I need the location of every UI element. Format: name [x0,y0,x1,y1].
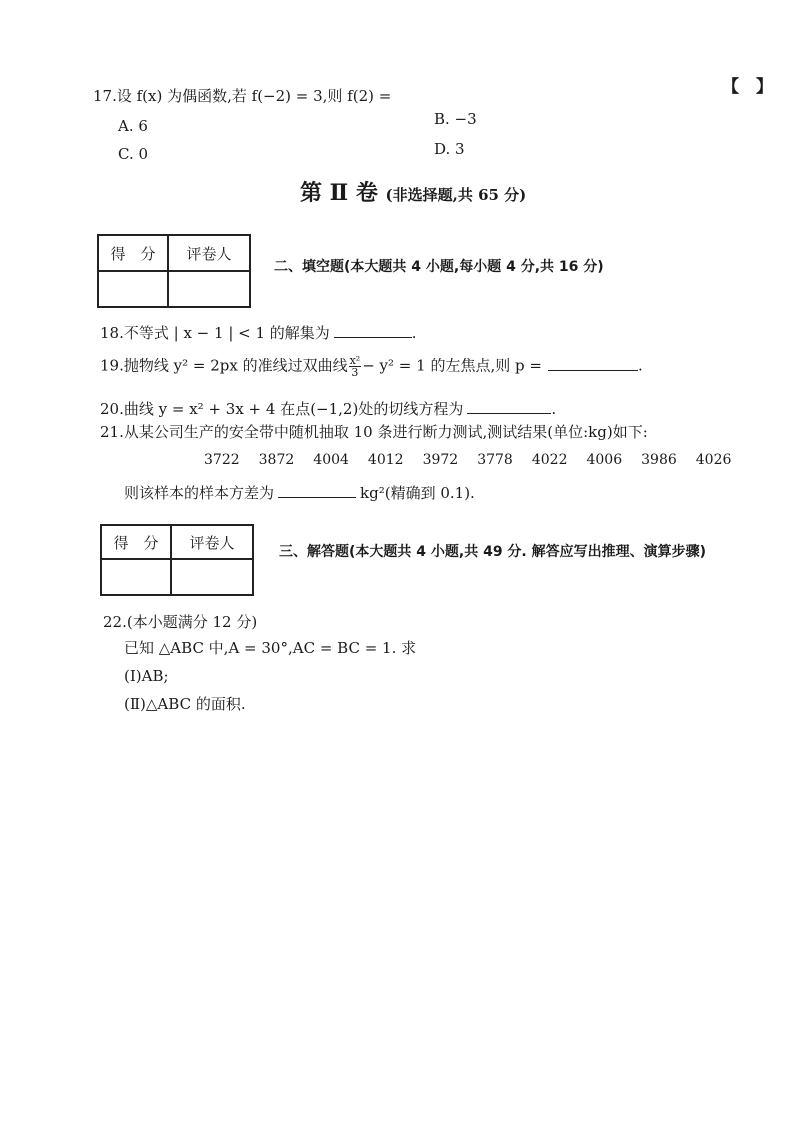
q21-value: 3722 [204,452,240,468]
section2-heading: 二、填空题(本大题共 4 小题,每小题 4 分,共 16 分) [274,259,604,275]
q21-number: 21. [100,423,124,441]
q21-value: 3872 [258,452,295,468]
q21-value: 3972 [422,452,459,468]
q21-data-row [204,452,731,469]
q22-note: (本小题满分 12 分) [126,613,258,631]
q17-option-d: D. 3 [434,140,465,158]
q22-number: 22. [103,613,127,631]
q21-tail-a: 则该样本的样本方差为 [124,484,275,502]
q18-answer-blank[interactable] [334,323,412,338]
score-label: 得 分 [98,235,168,271]
q21-value: 4022 [531,452,568,468]
part2-title-main: 第 Ⅱ 卷 [300,180,378,206]
score-box-section2 [97,234,251,308]
q20-number: 20. [100,400,124,418]
q21-value: 3986 [641,452,677,468]
section3-heading: 三、解答题(本大题共 4 小题,共 49 分. 解答应写出推理、演算步骤) [279,544,707,560]
grader-label: 评卷人 [168,235,250,271]
q21-value: 4026 [695,452,732,468]
q21-value: 4012 [367,452,404,468]
q19-frac-den: 3 [351,366,359,379]
q17-stem [93,87,391,105]
grader-cell[interactable] [168,271,250,307]
q19-fraction [349,355,362,378]
q17-option-a: A. 6 [118,117,148,135]
part2-title [300,180,526,206]
q21-value: 3778 [477,452,513,468]
q20: 20.曲线 y = x² + 3x + 4 在点(−1,2)处的切线方程为 . [100,400,557,418]
part2-title-sub: (非选择题,共 65 分) [385,186,527,204]
grader-cell[interactable] [171,559,253,595]
score-label: 得 分 [101,525,171,559]
q22-part1: (Ⅰ)AB; [124,667,169,685]
q17-option-c: C. 0 [118,145,149,163]
q17-answer-bracket: 【 】 [722,77,773,97]
q21-tail-b: kg²(精确到 0.1). [360,484,475,502]
q17-number: 17. [93,87,117,105]
q20-text: 曲线 y = x² + 3x + 4 在点(−1,2)处的切线方程为 [123,400,464,418]
q22-stem: 已知 △ABC 中,A = 30°,AC = BC = 1. 求 [124,639,417,657]
score-box-section3 [100,524,254,596]
score-cell[interactable] [101,559,171,595]
q21-answer-blank[interactable] [278,483,356,498]
grader-label: 评卷人 [171,525,253,559]
q19-answer-blank[interactable] [548,356,638,371]
q19-text-a: 抛物线 y² = 2px 的准线过双曲线 [123,356,348,375]
q21-stem [100,423,648,441]
q21-value: 4004 [313,452,349,468]
q22-part2: (Ⅱ)△ABC 的面积. [124,695,246,713]
q19: 19.抛物线 y² = 2px 的准线过双曲线 $\frac{\text{x²}}{3}$ − y² = 1 的左焦点,则 p = . [100,354,643,379]
q21-value: 4006 [586,452,623,468]
q21-text: 从某公司生产的安全带中随机抽取 10 条进行断力测试,测试结果(单位:kg)如下: [123,423,648,441]
q19-text-b: − y² = 1 的左焦点,则 p = [362,356,542,375]
q19-number: 19. [100,356,124,375]
q18: 18.不等式 | x − 1 | < 1 的解集为 . [100,324,417,342]
score-cell[interactable] [98,271,168,307]
q19-frac-num: x² [349,354,361,367]
q17-stem-text: 设 f(x) 为偶函数,若 f(−2) = 3,则 f(2) = [116,87,392,105]
q18-text: 不等式 | x − 1 | < 1 的解集为 [123,324,330,342]
q17-option-b: B. −3 [434,110,477,128]
q18-number: 18. [100,324,124,342]
q20-answer-blank[interactable] [467,399,551,414]
q21-tail [124,483,475,502]
q22-header [103,613,257,631]
